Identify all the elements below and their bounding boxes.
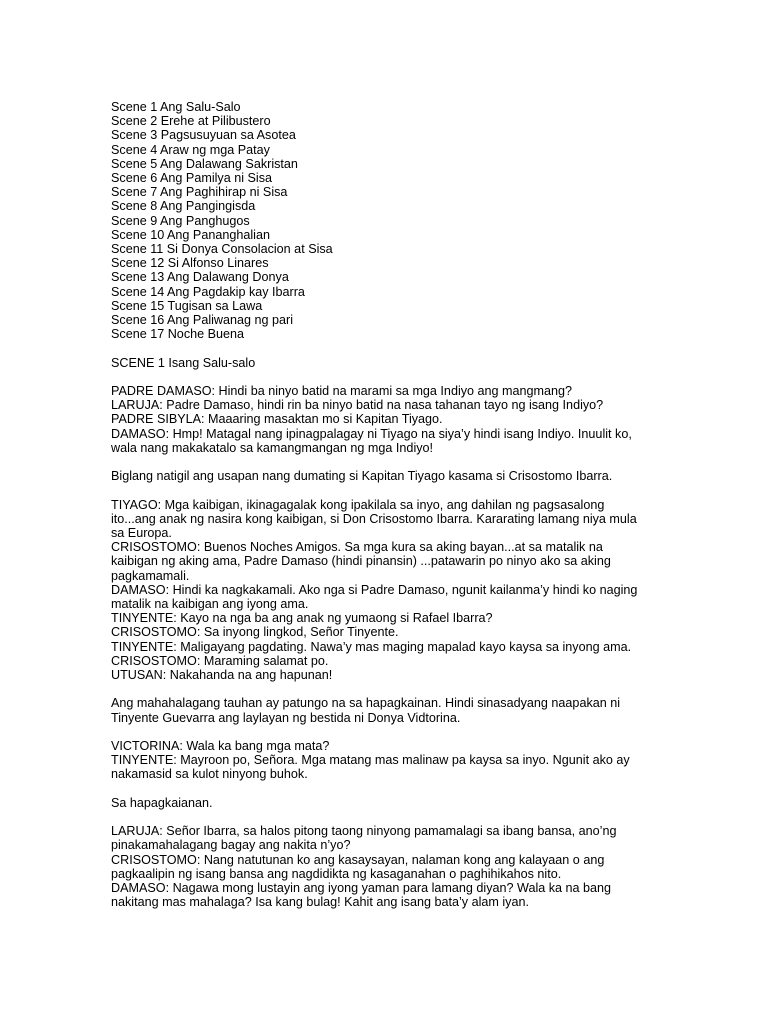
dialogue-line: ito...ang anak ng nasira kong kaibigan, si Don Crisostomo Ibarra. Kararating lamang niya mula xyxy=(111,511,637,526)
spacer xyxy=(111,483,728,497)
dialogue-line: TINYENTE: Maligayang pagdating. Nawa’y mas maging mapalad kayo kaysa sa inyong ama. xyxy=(111,639,632,654)
scene-list xyxy=(111,100,728,341)
spacer xyxy=(111,810,728,824)
dialogue-line: TIYAGO: Mga kaibigan, ikinagagalak kong ipakilala sa inyo, ang dahilan ng pagsasalong xyxy=(111,497,605,512)
dialogue-line: TINYENTE: Mayroon po, Señora. Mga matang mas malinaw pa kaysa sa inyo. Ngunit ako ay xyxy=(111,753,630,768)
narration-line: Tinyente Guevarra ang laylayan ng bestida ni Donya Vidtorina. xyxy=(111,710,461,725)
scene-list-item: Scene 8 Ang Pangingisda xyxy=(111,199,256,214)
dialogue-line: VICTORINA: Wala ka bang mga mata? xyxy=(111,739,330,754)
spacer xyxy=(111,682,728,696)
scene-list-item: Scene 12 Si Alfonso Linares xyxy=(111,256,269,271)
dialogue-line: TINYENTE: Kayo na nga ba ang anak ng yumaong si Rafael Ibarra? xyxy=(111,611,493,626)
dialogue-line: CRISOSTOMO: Maraming salamat po. xyxy=(111,653,329,668)
dialogue-line: pagkaalipin ng isang bansa ang nagdidikta ng kasaganahan o paghihikahos nito. xyxy=(111,866,562,881)
scene-list-item: Scene 10 Ang Pananghalian xyxy=(111,227,270,242)
scene-list-item: Scene 6 Ang Pamilya ni Sisa xyxy=(111,171,273,186)
dialogue-line: PADRE DAMASO: Hindi ba ninyo batid na marami sa mga Indiyo ang mangmang? xyxy=(111,384,573,399)
dialogue-line: wala nang makakatalo sa kamangmangan ng mga Indiyo! xyxy=(111,440,434,455)
scene-list-item: Scene 1 Ang Salu-Salo xyxy=(111,100,241,114)
dialogue-line: PADRE SIBYLA: Maaaring masaktan mo si Kapitan Tiyago. xyxy=(111,412,443,427)
scene-list-item: Scene 11 Si Donya Consolacion at Sisa xyxy=(111,242,333,257)
scene-list-item: Scene 13 Ang Dalawang Donya xyxy=(111,270,289,285)
scene-heading: SCENE 1 Isang Salu-salo xyxy=(111,355,256,370)
scene-list-item: Scene 3 Pagsusuyuan sa Asotea xyxy=(111,128,296,143)
narration-line: Ang mahahalagang tauhan ay patungo na sa hapagkainan. Hindi sinasadyang naapakan ni xyxy=(111,696,621,711)
narration-3 xyxy=(111,796,728,810)
spacer xyxy=(111,782,728,796)
scene-list-item: Scene 2 Erehe at Pilibustero xyxy=(111,114,271,129)
spacer xyxy=(111,725,728,739)
dialogue-line: LARUJA: Señor Ibarra, sa halos pitong taong ninyong pamamalagi sa ibang bansa, ano’ng xyxy=(111,824,617,839)
scene-list-item: Scene 14 Ang Pagdakip kay Ibarra xyxy=(111,284,305,299)
dialogue-block-2 xyxy=(111,498,728,683)
dialogue-line: nakitang mas mahalaga? Isa kang bulag! Kahit ang isang bata’y alam iyan. xyxy=(111,895,529,910)
dialogue-line: CRISOSTOMO: Buenos Noches Amigos. Sa mga kura sa aking bayan...at sa matalik na xyxy=(111,540,603,555)
dialogue-line: sa Europa. xyxy=(111,526,172,541)
scene-list-item: Scene 16 Ang Paliwanag ng pari xyxy=(111,313,294,328)
dialogue-block-3 xyxy=(111,739,728,782)
dialogue-block-1 xyxy=(111,384,728,455)
dialogue-line: pinakamahalagang bagay ang nakita n’yo? xyxy=(111,838,351,853)
dialogue-line: CRISOSTOMO: Nang natutunan ko ang kasaysayan, nalaman kong ang kalayaan o ang xyxy=(111,852,605,867)
dialogue-line: matalik na kaibigan ang iyong ama. xyxy=(111,597,309,612)
narration-2 xyxy=(111,696,728,724)
narration-line: Biglang natigil ang usapan nang dumating si Kapitan Tiyago kasama si Crisostomo Ibarra. xyxy=(111,469,613,484)
narration-1 xyxy=(111,469,728,483)
dialogue-line: nakamasid sa kulot ninyong buhok. xyxy=(111,767,308,782)
dialogue-line: CRISOSTOMO: Sa inyong lingkod, Señor Tinyente. xyxy=(111,625,399,640)
scene-list-item: Scene 9 Ang Panghugos xyxy=(111,213,250,228)
scene-list-item: Scene 17 Noche Buena xyxy=(111,327,245,342)
dialogue-block-4 xyxy=(111,824,728,909)
dialogue-line: pagkamamali. xyxy=(111,568,190,583)
dialogue-line: DAMASO: Nagawa mong lustayin ang iyong yaman para lamang diyan? Wala ka na bang xyxy=(111,881,612,896)
spacer xyxy=(111,455,728,469)
dialogue-line: UTUSAN: Nakahanda na ang hapunan! xyxy=(111,668,333,683)
scene-list-item: Scene 4 Araw ng mga Patay xyxy=(111,142,270,157)
dialogue-line: DAMASO: Hindi ka nagkakamali. Ako nga si Padre Damaso, ngunit kailanma’y hindi ko naging xyxy=(111,582,638,597)
spacer xyxy=(111,341,728,355)
scene-list-item: Scene 15 Tugisan sa Lawa xyxy=(111,298,263,313)
dialogue-line: LARUJA: Padre Damaso, hindi rin ba ninyo batid na nasa tahanan tayo ng isang Indiyo? xyxy=(111,398,604,413)
narration-line: Sa hapagkaianan. xyxy=(111,795,213,810)
dialogue-line: DAMASO: Hmp! Matagal nang ipinagpalagay ni Tiyago na siya’y hindi isang Indiyo. Inuulit ko, xyxy=(111,426,632,441)
spacer xyxy=(111,370,728,384)
scene-list-item: Scene 7 Ang Paghihirap ni Sisa xyxy=(111,185,288,200)
dialogue-line: kaibigan ng aking ama, Padre Damaso (hindi pinansin) ...patawarin po ninyo ako sa aking xyxy=(111,554,611,569)
scene-list-item: Scene 5 Ang Dalawang Sakristan xyxy=(111,156,298,171)
